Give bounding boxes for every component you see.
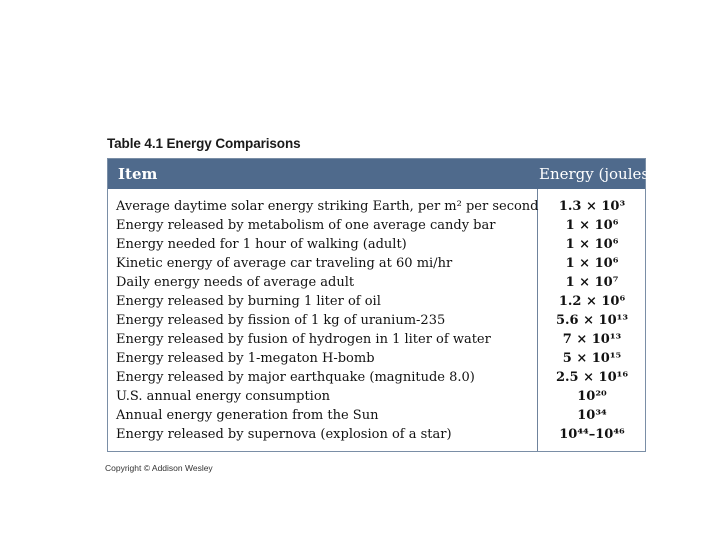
row-energy: 1.2 × 10⁶ <box>558 294 626 309</box>
row-energy: 1 × 10⁶ <box>565 256 619 271</box>
table-row <box>108 330 645 349</box>
row-energy: 1 × 10⁷ <box>565 275 619 290</box>
row-item: Energy released by supernova (explosion of a star) <box>116 427 452 442</box>
header-energy: Energy (joules) <box>539 165 655 183</box>
row-energy: 10⁴⁴–10⁴⁶ <box>559 427 625 442</box>
row-item: Average daytime solar energy striking Earth, per m² per second <box>116 199 539 214</box>
table-row <box>108 235 645 254</box>
table-row <box>108 425 645 444</box>
table-row <box>108 197 645 216</box>
row-energy: 1.3 × 10³ <box>558 199 626 214</box>
row-item: Energy released by major earthquake (magnitude 8.0) <box>116 370 475 385</box>
row-energy: 5 × 10¹⁵ <box>562 351 622 366</box>
row-energy: 1 × 10⁶ <box>565 218 619 233</box>
row-item: Energy released by fusion of hydrogen in 1 liter of water <box>116 332 491 347</box>
row-energy: 1 × 10⁶ <box>565 237 619 252</box>
table-row <box>108 254 645 273</box>
copyright-text: Copyright © Addison Wesley <box>105 463 213 473</box>
row-energy: 7 × 10¹³ <box>562 332 622 347</box>
table-caption: Table 4.1 Energy Comparisons <box>107 136 301 151</box>
table-row <box>108 368 645 387</box>
table-row <box>108 406 645 425</box>
row-item: Energy released by fission of 1 kg of uranium-235 <box>116 313 446 328</box>
energy-table <box>107 158 655 452</box>
row-item: U.S. annual energy consumption <box>116 389 331 404</box>
row-energy: 5.6 × 10¹³ <box>555 313 629 328</box>
row-item: Daily energy needs of average adult <box>116 275 355 290</box>
table-row <box>108 292 645 311</box>
row-item: Energy released by metabolism of one average candy bar <box>116 218 496 233</box>
table-body <box>108 197 645 444</box>
table-header <box>108 159 655 189</box>
row-item: Annual energy generation from the Sun <box>116 408 379 423</box>
row-item: Kinetic energy of average car traveling at 60 mi/hr <box>116 256 453 271</box>
table-row <box>108 349 645 368</box>
table-row <box>108 387 645 406</box>
row-item: Energy needed for 1 hour of walking (adult) <box>116 237 407 252</box>
table-row <box>108 216 645 235</box>
row-energy: 2.5 × 10¹⁶ <box>555 370 629 385</box>
header-item: Item <box>118 165 158 183</box>
table-row <box>108 311 645 330</box>
table-row <box>108 273 645 292</box>
row-energy: 10³⁴ <box>577 408 607 423</box>
row-energy: 10²⁰ <box>577 389 607 404</box>
row-item: Energy released by 1-megaton H-bomb <box>116 351 375 366</box>
row-item: Energy released by burning 1 liter of oil <box>116 294 381 309</box>
